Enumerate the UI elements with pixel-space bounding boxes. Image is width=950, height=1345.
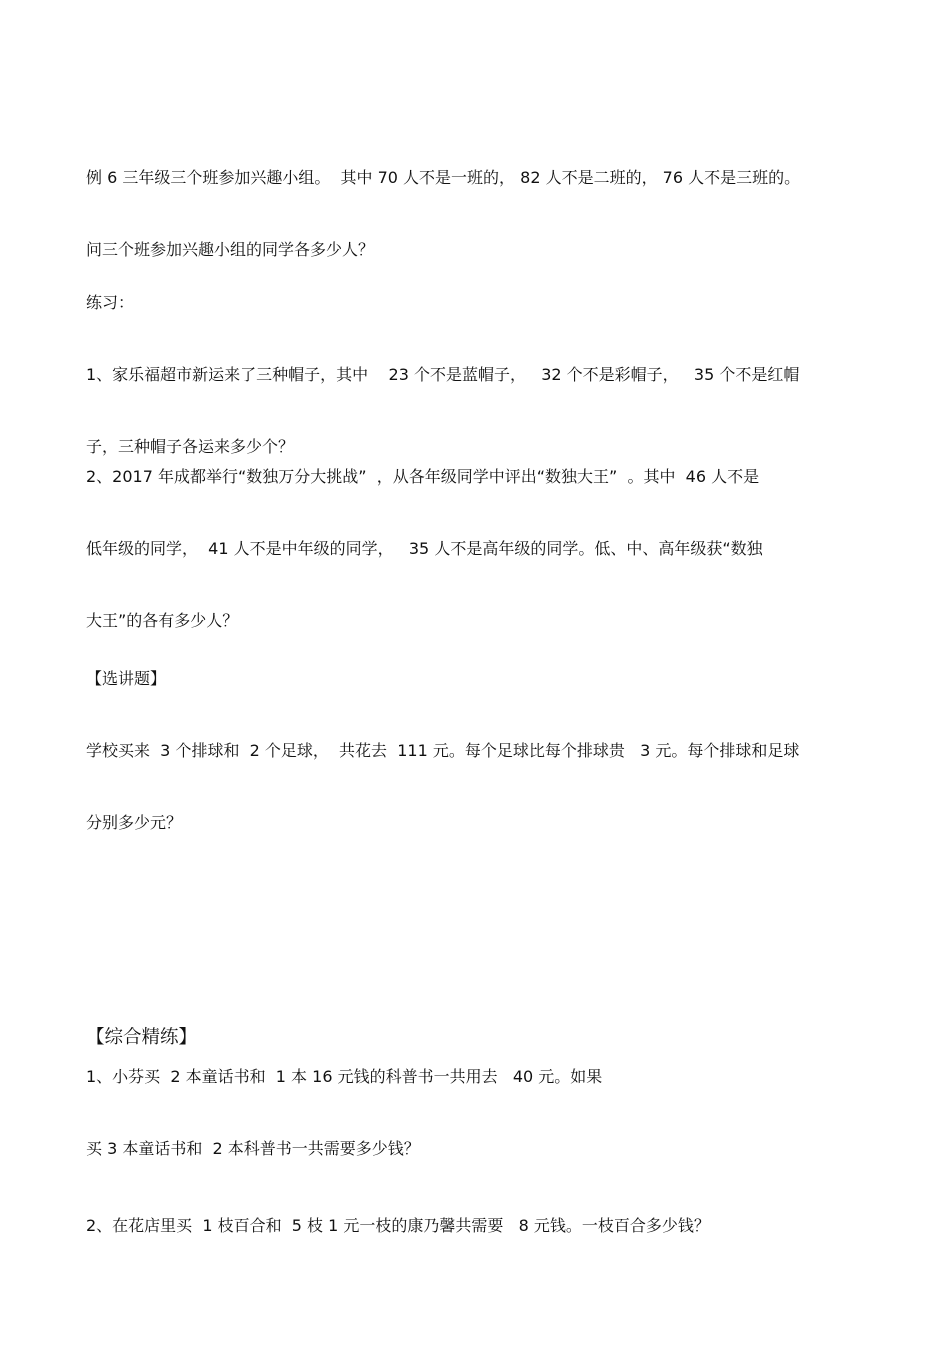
comprehensive-q2-line-1: 2、在花店里买 1 枝百合和 5 枝 1 元一枝的康乃馨共需要 8 元钱。一枝百合多少钱？	[86, 1216, 710, 1235]
comprehensive-heading: 【综合精练】	[86, 1027, 198, 1048]
elective-heading: 【选讲题】	[86, 669, 167, 688]
practice-q2-line-3: 大王”的各有多少人？	[86, 611, 239, 630]
elective-line-1: 学校买来 3 个排球和 2 个足球， 共花去 111 元。每个足球比每个排球贵 3 元。每个排球和足球	[86, 741, 800, 760]
example-6-line-2: 问三个班参加兴趣小组的同学各多少人？	[86, 240, 375, 259]
practice-q2-line-1: 2、2017 年成都举行“数独万分大挑战” ，从各年级同学中评出“数独大王” 。其中 46 人不是	[86, 467, 760, 486]
practice-q1-line-2: 子，三种帽子各运来多少个？	[86, 437, 295, 456]
elective-line-2: 分别多少元？	[86, 813, 183, 832]
comprehensive-q1-line-1: 1、小芬买 2 本童话书和 1 本 16 元钱的科普书一共用去 40 元。如果	[86, 1067, 603, 1086]
elective-section	[86, 619, 866, 859]
practice-q1-line-1: 1、家乐福超市新运来了三种帽子，其中 23 个不是蓝帽子， 32 个不是彩帽子， 35 个不是红帽	[86, 365, 800, 384]
comprehensive-question-2	[86, 1166, 866, 1262]
practice-q2-line-2: 低年级的同学， 41 人不是中年级的同学， 35 人不是高年级的同学。低、中、高年级获“数独	[86, 539, 763, 558]
comprehensive-q1-line-2: 买 3 本童话书和 2 本科普书一共需要多少钱？	[86, 1139, 420, 1158]
practice-heading: 练习：	[86, 293, 135, 312]
example-6-line-1: 例 6 三年级三个班参加兴趣小组。 其中 70 人不是一班的， 82 人不是二班的， 76 人不是三班的。	[86, 168, 801, 187]
comprehensive-question-1	[86, 1017, 866, 1185]
